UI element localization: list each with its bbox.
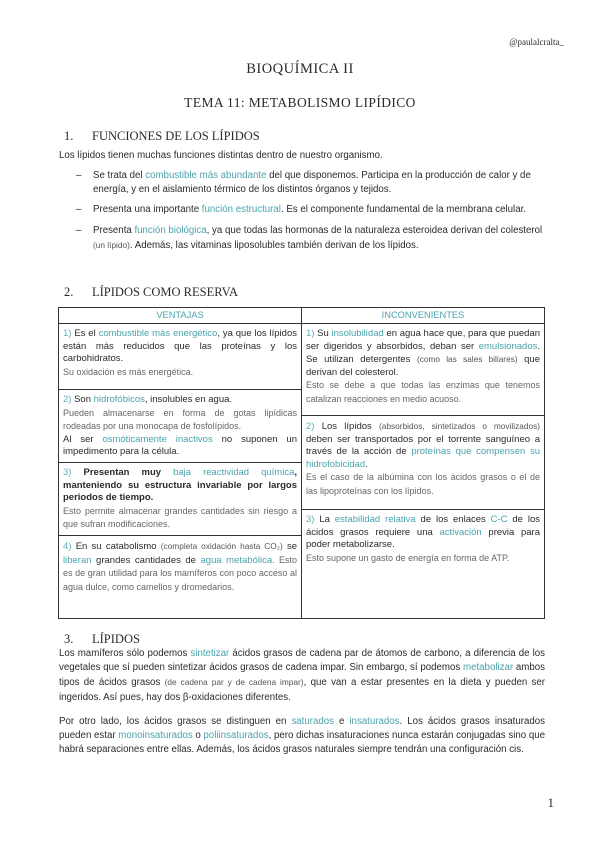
reserve-table — [58, 307, 545, 619]
column-header-advantages: VENTAJAS — [59, 308, 302, 324]
section-1-intro: Los lípidos tienen muchas funciones distintas dentro de nuestro organismo. — [59, 150, 383, 161]
advantage-cell: 1) Es el combustible más energético, ya que los lípidos están más reducidos que las proteínas y los carbohidratos. Su oxidación es más energética. — [59, 324, 301, 390]
disadvantage-cell: 3) La estabilidad relativa de los enlaces C-C de los ácidos grasos requiere una activación previa para poder metabolizarse. Esto supone un gasto de energía en forma de ATP. — [306, 514, 540, 563]
column-header-disadvantages: INCONVENIENTES — [302, 308, 545, 324]
list-item: – Presenta función biológica, ya que todas las hormonas de la naturaleza esteroidea derivan del colesterol (un lípido). Además, las vitaminas liposolubles también derivan de los lípidos. — [76, 224, 546, 253]
advantage-cell: 3) Presentan muy baja reactividad química, manteniendo su estructura invariable por largos periodos de tiempo. Esto permite almacenar grandes cantidades sin riesgo a que sufran modificaciones. — [59, 463, 301, 536]
section-3-paragraph-1: Los mamíferos sólo podemos sintetizar ácidos grasos de cadena par de átomos de carbono, a diferencia de los vegetales que sí pueden sintetizar ácidos grasos de cadena impar. Sin embargo, sí podemos metabolizar ambos tipos de ácidos grasos (de cadena par y de cadena impar), que van a estar presentes en la dieta y pueden ser ingeridos. Así pues, hay dos β-oxidaciones diferentes. — [59, 648, 546, 703]
functions-list — [76, 169, 546, 259]
disadvantage-cell: 1) Su insolubilidad en agua hace que, para que puedan ser digeridos y absorbidos, deban ser emulsionados. Se utilizan detergentes (como las sales biliares) que derivan del colesterol. Esto se debe a que todas las enzimas que tenemos catalizan reacciones en medio acuoso. — [302, 324, 544, 416]
section-3-heading: 3. LÍPIDOS — [64, 632, 140, 646]
advantages-column — [59, 324, 302, 619]
section-2-heading: 2. LÍPIDOS COMO RESERVA — [64, 285, 239, 299]
section-3-paragraph-2: Por otro lado, los ácidos grasos se distinguen en saturados e insaturados. Los ácidos grasos insaturados pueden estar monoinsaturados o poliinsaturados, pero dichas insaturaciones nunca estarán conjugadas sino que habrá separaciones entre ellas. Además, los ácidos grasos naturales siempre tendrán una configuración cis. — [59, 716, 545, 756]
document-subtitle: TEMA 11: METABOLISMO LIPÍDICO — [184, 95, 416, 110]
section-1-heading: 1. FUNCIONES DE LOS LÍPIDOS — [64, 129, 260, 143]
disadvantage-cell: 2) Los lípidos (absorbidos, sintetizados o movilizados) deben ser transportados por el torrente sanguíneo a través de la acción de proteínas que compensen su hidrofobicidad. Es el caso de la albúmina con los ácidos grasos o el de las lipoproteínas con los lípidos. — [302, 416, 544, 510]
author-handle: @paulalcralta_ — [509, 37, 564, 47]
list-item: – Presenta una importante función estructural. Es el componente fundamental de la membrana celular. — [76, 203, 546, 217]
document-title: BIOQUÍMICA II — [246, 61, 354, 77]
disadvantages-column — [302, 324, 545, 619]
advantage-cell: 4) En su catabolismo (completa oxidación hasta CO₂) se liberan grandes cantidades de agua metabólica. Esto es de gran utilidad para los mamíferos con poco acceso al agua dulce, como camellos y dromedarios. — [63, 541, 298, 592]
advantage-cell: 2) Son hidrofóbicos, insolubles en agua. Pueden almacenarse en forma de gotas lipídicas rodeadas por una monocapa de fosfolípidos. Al ser osmóticamente inactivos no suponen un impedimento para la célula. — [59, 390, 301, 463]
list-item: – Se trata del combustible más abundante del que disponemos. Participa en la producción de calor y de energía, y en el aislamiento térmico de los distintos órganos y tejidos. — [76, 169, 546, 197]
page-number: 1 — [547, 795, 554, 810]
